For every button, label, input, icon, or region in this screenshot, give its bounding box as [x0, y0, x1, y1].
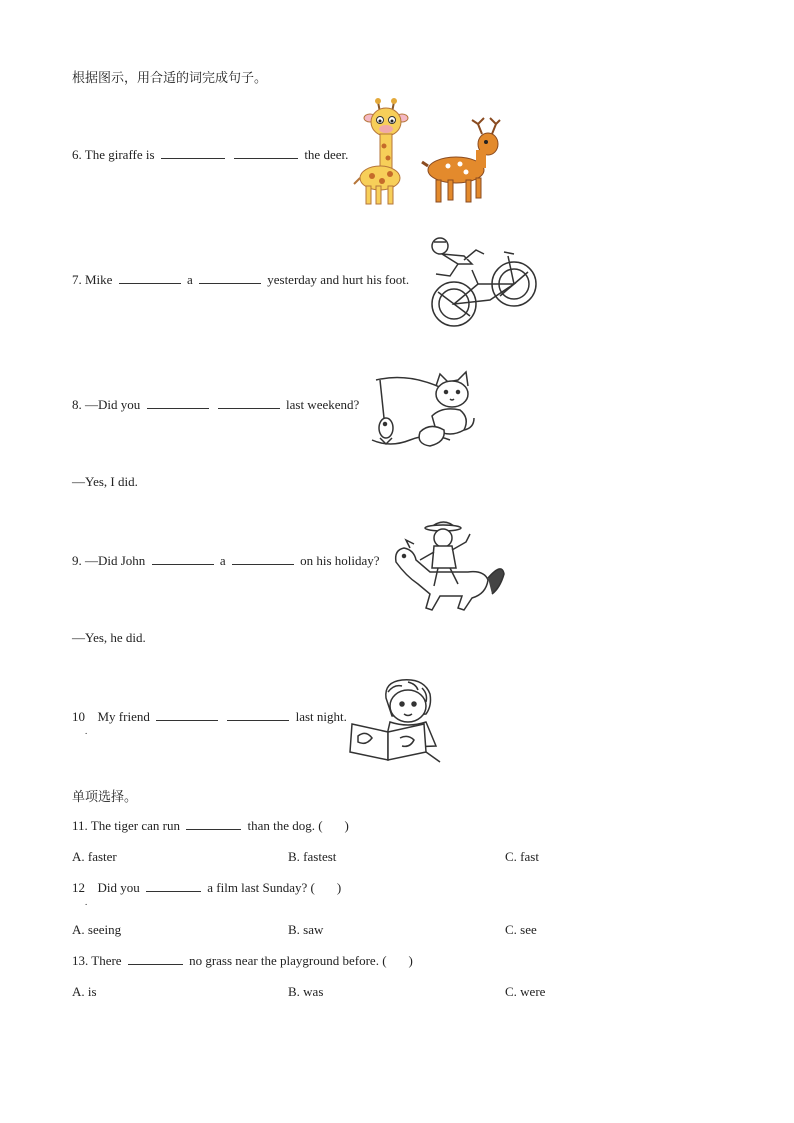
- question-text: a film last Sunday? (: [207, 880, 315, 895]
- bicycle-icon: [432, 252, 536, 326]
- question-text: Mike: [85, 272, 113, 287]
- question-number: 7.: [72, 272, 82, 287]
- question-number: 13.: [72, 953, 89, 968]
- answer-blank[interactable]: [227, 709, 289, 721]
- question-text: no grass near the playground before. (: [189, 953, 387, 968]
- option-b[interactable]: B. fastest: [288, 849, 337, 864]
- answer-blank[interactable]: [199, 272, 261, 284]
- option-a[interactable]: A. is: [72, 984, 97, 999]
- answer-blank[interactable]: [152, 553, 214, 565]
- option-b[interactable]: B. saw: [288, 922, 324, 937]
- question-text: The tiger can run: [90, 818, 180, 833]
- option-a[interactable]: A. faster: [72, 849, 117, 864]
- answer-blank[interactable]: [119, 272, 181, 284]
- section-heading-fill-in: 根据图示，用合适的词完成句子。: [72, 71, 268, 86]
- close-paren: ): [336, 880, 342, 895]
- boy-falling-off-bike-image: [428, 234, 540, 334]
- answer-blank[interactable]: [186, 818, 241, 830]
- giraffe-and-deer-image: [352, 96, 502, 208]
- option-c[interactable]: C. see: [505, 922, 537, 937]
- question-10: [72, 709, 347, 725]
- fishing-rod-icon: [376, 378, 446, 390]
- question-text: a: [219, 553, 226, 568]
- section-heading-multiple-choice: 单项选择。: [72, 790, 138, 805]
- boy-reading-book-image: [348, 676, 444, 764]
- question-9: [72, 553, 380, 569]
- question-number: 10: [72, 709, 85, 724]
- answer-blank[interactable]: [232, 553, 294, 565]
- question-text: —Did you: [85, 397, 141, 412]
- number-dot: .: [85, 726, 88, 736]
- question-number: 11.: [72, 818, 88, 833]
- option-a[interactable]: A. seeing: [72, 922, 122, 937]
- answer-blank[interactable]: [161, 147, 225, 159]
- question-text: Did you: [97, 880, 140, 895]
- question-13: [72, 953, 413, 969]
- answer-blank[interactable]: [147, 397, 209, 409]
- cat-fishing-image: [370, 368, 478, 454]
- question-text: on his holiday?: [300, 553, 380, 568]
- boy-riding-horse-image: [388, 514, 506, 614]
- option-b[interactable]: B. was: [288, 984, 324, 999]
- question-12: [72, 880, 341, 896]
- deer-icon: [422, 118, 500, 202]
- question-text: My friend: [97, 709, 150, 724]
- question-number: 6.: [72, 147, 82, 162]
- question-text: last night.: [295, 709, 347, 724]
- number-dot: .: [85, 897, 88, 907]
- question-11: [72, 818, 349, 834]
- answer-blank[interactable]: [146, 880, 201, 892]
- question-text: a: [186, 272, 193, 287]
- answer-8: —Yes, I did.: [72, 474, 138, 489]
- option-c[interactable]: C. were: [505, 984, 546, 999]
- question-text: last weekend?: [286, 397, 360, 412]
- question-text: —Did John: [85, 553, 146, 568]
- question-text: than the dog. (: [247, 818, 323, 833]
- question-text: There: [91, 953, 122, 968]
- question-8: [72, 397, 359, 413]
- giraffe-icon: [354, 98, 408, 204]
- boy-icon: [432, 238, 484, 276]
- question-number: 9.: [72, 553, 82, 568]
- answer-blank[interactable]: [218, 397, 280, 409]
- question-text: yesterday and hurt his foot.: [267, 272, 410, 287]
- fish-icon: [379, 418, 393, 444]
- boy-reading-icon: [350, 680, 440, 762]
- question-text: The giraffe is: [84, 147, 155, 162]
- question-text: the deer.: [304, 147, 349, 162]
- question-number: 8.: [72, 397, 82, 412]
- question-7: [72, 272, 409, 288]
- close-paren: ): [344, 818, 349, 833]
- option-c[interactable]: C. fast: [505, 849, 539, 864]
- answer-9: —Yes, he did.: [72, 630, 146, 645]
- question-number: 12: [72, 880, 85, 895]
- answer-blank[interactable]: [234, 147, 298, 159]
- answer-blank[interactable]: [156, 709, 218, 721]
- question-6: [72, 147, 348, 163]
- answer-blank[interactable]: [128, 953, 183, 965]
- close-paren: ): [408, 953, 413, 968]
